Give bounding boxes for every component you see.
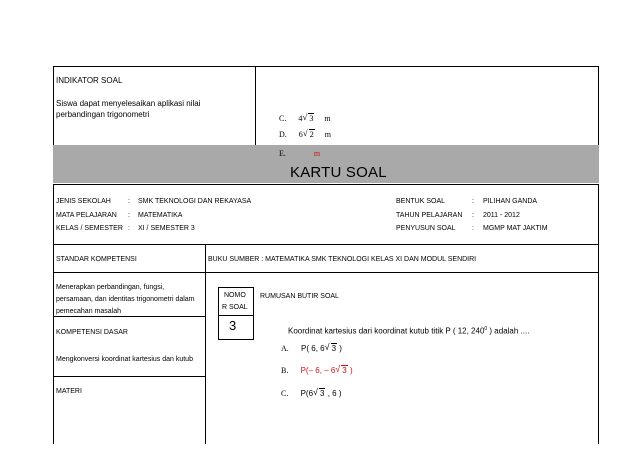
kd-text: Mengkonversi koordinat kartesius dan kutub [56, 356, 193, 363]
info-sep: : [472, 225, 474, 232]
info-jenis-sekolah-label: JENIS SEKOLAH [56, 198, 111, 205]
rumusan-butir-soal-label: RUMUSAN BUTIR SOAL [260, 293, 339, 300]
info-jenis-sekolah-value: SMK TEKNOLOGI DAN REKAYASA [138, 198, 252, 205]
indikator-text-line-1: Siswa dapat menyelesaikan aplikasi nilai [56, 99, 201, 108]
info-sep: : [472, 198, 474, 205]
prev-option-d: D. 6 √ 2 m [279, 128, 332, 139]
info-bentuk-soal-label: BENTUK SOAL [396, 198, 446, 205]
top-right-border [598, 66, 599, 145]
buku-sumber-text: BUKU SUMBER : MATEMATIKA SMK TEKNOLOGI KELAS XI DAN MODUL SENDIRI [208, 256, 477, 263]
info-penyusun-soal-value: MGMP MAT JAKTIM [483, 225, 548, 232]
info-mata-pelajaran-value: MATEMATIKA [138, 212, 183, 219]
info-sep: : [472, 212, 474, 219]
kompetensi-dasar-label: KOMPETENSI DASAR [56, 329, 128, 336]
info-mata-pelajaran-label: MATA PELAJARAN [56, 212, 117, 219]
kartu-soal-title: KARTU SOAL [290, 164, 387, 181]
top-border [53, 66, 599, 67]
prev-option-e: E. m [279, 149, 321, 158]
option-b: B. P(– 6, – 6 √ 3 ) [281, 364, 353, 375]
info-sep: : [128, 198, 130, 205]
nomor-soal-label-1: NOMO [224, 292, 246, 299]
info-tahun-pelajaran-label: TAHUN PELAJARAN [396, 212, 463, 219]
indikator-text-line-2: perbandingan trigonometri [56, 110, 150, 119]
info-kelas-label: KELAS / SEMESTER [56, 225, 123, 232]
option-c: C. P(6 √ 3 , 6 ) [281, 387, 342, 398]
info-penyusun-soal-label: PENYUSUN SOAL [396, 225, 456, 232]
column-divider [205, 244, 206, 444]
info-sep: : [128, 225, 130, 232]
card-top-border [53, 184, 599, 185]
row-divider [53, 244, 599, 245]
sk-text-line-3: pemecahan masalah [56, 308, 121, 315]
materi-label: MATERI [56, 388, 82, 395]
option-a: A. P( 6, 6 √ 3 ) [281, 342, 342, 353]
row-divider [53, 316, 205, 317]
nomor-soal-label-2: R SOAL [222, 304, 248, 311]
top-divider [255, 66, 256, 145]
top-left-border [53, 66, 54, 145]
nomor-soal-value: 3 [229, 318, 237, 333]
prev-option-c: C. 4 √ 3 m [279, 112, 331, 123]
question-text: Koordinat kartesius dari koordinat kutub titik P ( 12, $240^0$ ) adalah .... [288, 326, 530, 336]
row-divider [53, 272, 599, 273]
indikator-soal-label: INDIKATOR SOAL [56, 76, 123, 85]
info-bentuk-soal-value: PILIHAN GANDA [483, 198, 538, 205]
standar-kompetensi-label: STANDAR KOMPETENSI [56, 256, 137, 263]
info-tahun-pelajaran-value: 2011 - 2012 [483, 212, 520, 219]
sk-text-line-1: Menerapkan perbandingan, fungsi, [56, 284, 165, 291]
card-left-border [53, 184, 54, 444]
info-sep: : [128, 212, 130, 219]
sk-text-line-2: persamaan, dan identitas trigonometri dalam [56, 296, 195, 303]
row-divider [53, 376, 205, 377]
info-kelas-value: XI / SEMESTER 3 [138, 225, 195, 232]
card-right-border [598, 184, 599, 444]
